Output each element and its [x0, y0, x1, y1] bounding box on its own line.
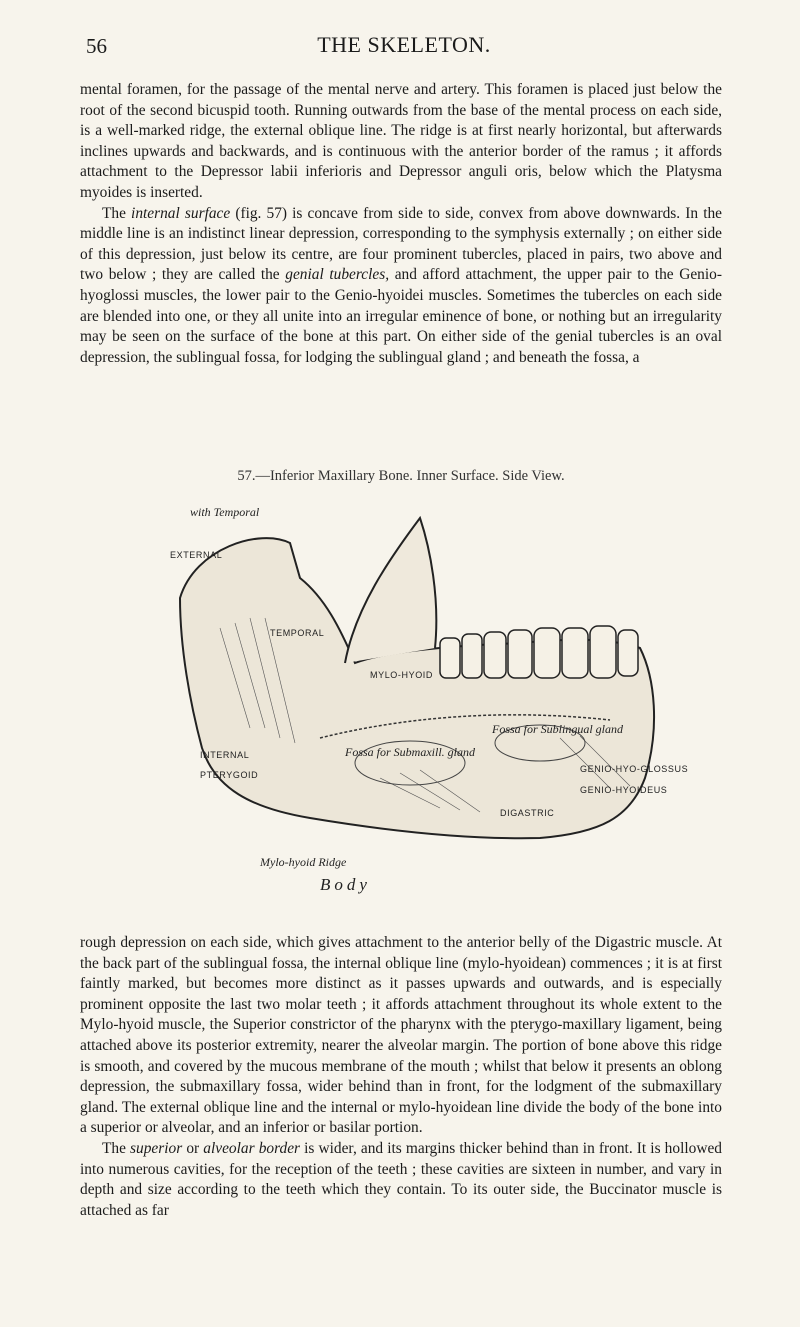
tooth — [462, 634, 482, 678]
label-genio-hyo-glossus: GENIO-HYO-GLOSSUS — [580, 764, 689, 774]
page-number: 56 — [86, 34, 107, 58]
label-with-temporal: with Temporal — [190, 505, 260, 519]
italic-term: superior — [130, 1139, 183, 1157]
text-run: is wider, and its margins thicker behind than in front. It is hollowed into numerous cavities, for the reception of the teeth ; these cavities are sixteen in number, and vary in depth and size according to the teeth which they contain. To its outer side, the Buccinator muscle is attached as far — [80, 1139, 722, 1219]
label-mylo-hyoid: MYLO-HYOID — [370, 670, 434, 680]
label-genio-hyoideus: GENIO-HYOIDEUS — [580, 785, 668, 795]
tooth — [562, 628, 588, 678]
label-mylo-hyoid-ridge: Mylo-hyoid Ridge — [260, 855, 347, 869]
body-text-top — [80, 80, 722, 368]
tooth — [618, 630, 638, 676]
coronoid-process — [345, 518, 436, 663]
label-body: Body — [320, 875, 371, 894]
label-temporal: TEMPORAL — [270, 628, 325, 638]
text-run: The — [102, 204, 132, 222]
label-fossa-sublingual: Fossa for Sublingual gland — [492, 722, 624, 736]
text-run: The — [102, 1139, 131, 1157]
mandible-illustration — [140, 488, 700, 908]
text-run: or — [182, 1139, 204, 1157]
label-digastric: DIGASTRIC — [500, 808, 555, 818]
tooth — [534, 628, 560, 678]
italic-term: internal surface — [131, 204, 231, 222]
page-header — [86, 32, 722, 64]
mandible-drawing — [140, 488, 700, 908]
body-text-bottom — [80, 933, 722, 1221]
teeth-row — [440, 626, 638, 678]
paragraph: rough depression on each side, which gives attachment to the anterior belly of the Digastric muscle. At the back part of the sublingual fossa, the internal oblique line (mylo-hyoidean) commences ; it is at first faintly marked, but becomes more distinct as it passes upwards and outwards, and is especially prominent opposite the last two molar teeth ; it affords attachment throughout its whole extent to the Mylo-hyoid muscle, the Superior constrictor of the pharynx with the pterygo-maxillary ligament, being attached above its posterior extremity, nearer the alveolar margin. The portion of bone above this ridge is smooth, and covered by the mucous membrane of the mouth ; whilst that below it presents an oblong depression, the submaxillary fossa, wider behind than in front, for the lodgment of the submaxillary gland. The external oblique line and the internal or mylo-hyoidean line divide the body of the bone into a superior or alveolar, and an inferior or basilar portion. — [80, 934, 722, 1137]
figure-caption: 57.—Inferior Maxillary Bone. Inner Surface. Side View. — [237, 468, 565, 484]
paragraph: mental foramen, for the passage of the mental nerve and artery. This foramen is placed just below the root of the second bicuspid tooth. Running outwards from the base of the mental process on each side, is a well-marked ridge, the external oblique line. The ridge is at first nearly horizontal, but afterwards inclines upwards and backwards, and is continuous with the anterior border of the ramus ; it affords attachment to the Depressor labii inferioris and Depressor anguli oris, below which the Platysma myoides is inserted. — [80, 81, 722, 201]
tooth — [440, 638, 460, 678]
paragraph — [80, 1139, 722, 1221]
label-external: EXTERNAL — [170, 550, 223, 560]
paragraph — [80, 204, 722, 369]
tooth — [508, 630, 532, 678]
label-internal: INTERNAL — [200, 750, 250, 760]
tooth — [484, 632, 506, 678]
italic-term: alveolar border — [203, 1139, 301, 1157]
text-run: (fig. 57) is concave from side to side, convex from above downwards. In the middle line is an indistinct linear depression, corresponding to the symphysis externally ; on either side of this depression, just below its centre, are four prominent tubercles, placed in pairs, two above and two below ; they are called the — [80, 204, 723, 284]
running-head: THE SKELETON. — [317, 32, 491, 57]
label-pterygoid: PTERYGOID — [200, 770, 259, 780]
tooth — [590, 626, 616, 678]
text-run: and afford attachment, the upper pair to the Genio-hyoglossi muscles, the lower pair to the Genio-hyoidei muscles. Sometimes the tubercles on each side are blended into one, or they all unite into an irregular eminence of bone, or nothing but an irregularity may be seen on the surface of the bone at this part. On either side of the genial tubercles is an oval depression, the sublingual fossa, for lodging the sublingual gland ; and beneath the fossa, a — [80, 266, 722, 366]
italic-term: genial tubercles, — [285, 266, 390, 284]
label-fossa-submaxillary: Fossa for Submaxill. gland — [345, 745, 476, 759]
